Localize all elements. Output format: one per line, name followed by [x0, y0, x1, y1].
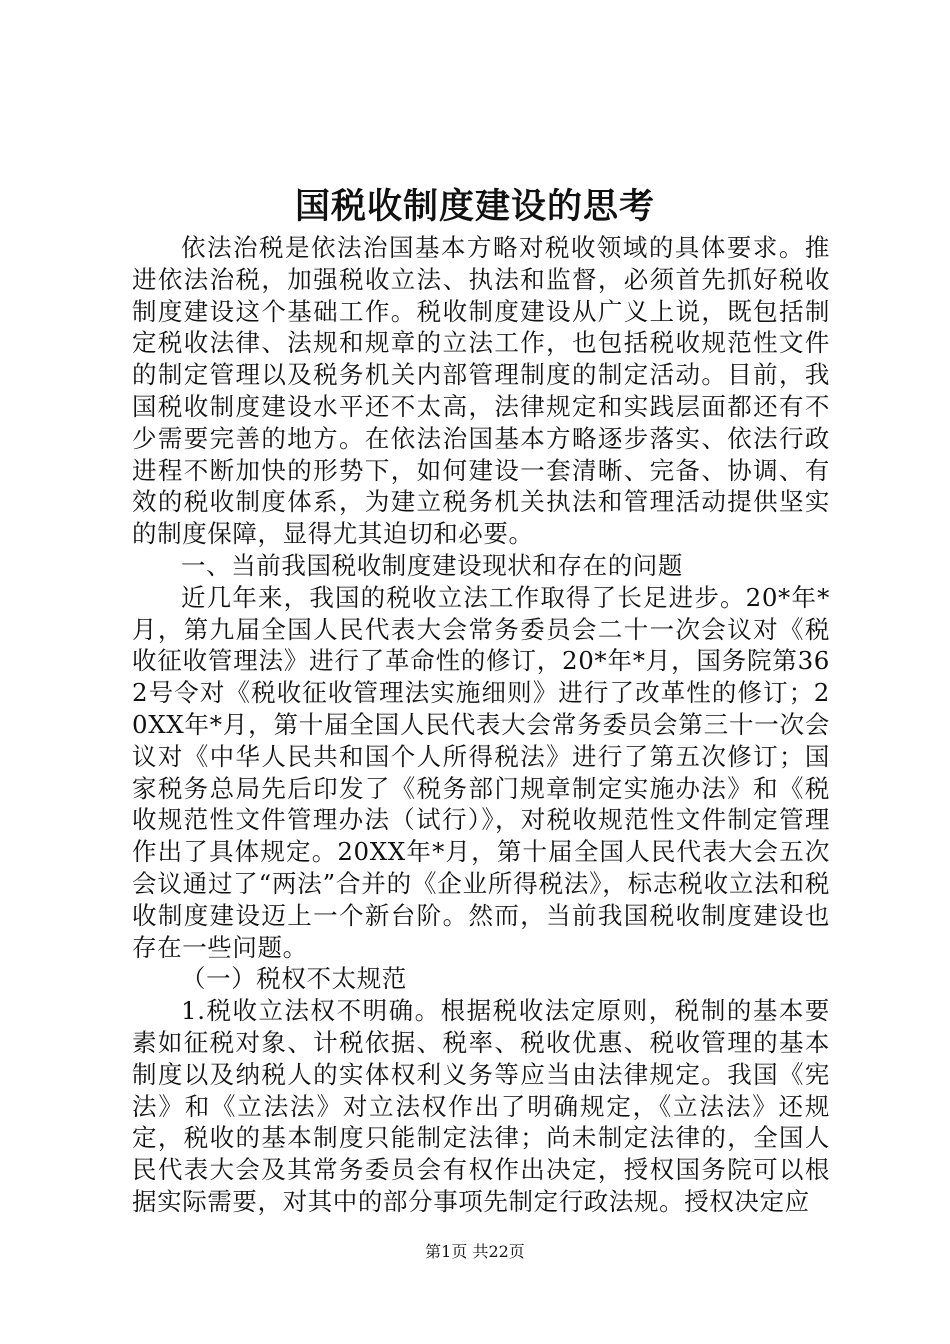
page-footer: 第1页 共22页 [425, 1242, 525, 1261]
subsection-heading-1: （一）税权不太规范 [181, 964, 407, 994]
section-heading-1: 一、当前我国税收制度建设现状和存在的问题 [181, 550, 683, 580]
document-title: 国税收制度建设的思考 [294, 186, 655, 227]
document-body [132, 232, 830, 1218]
legislation-progress-paragraph: 近几年来，我国的税收立法工作取得了长足进步。20*年*月，第九届全国人民代表大会常务委员会二十一次会议对《税收征收管理法》进行了革命性的修订，20*年*月，国务院第362号令对《税收征收管理法实施细则》进行了改革性的修订；20XX年*月，第十届全国人民代表大会常务委员会第三十一次会议对《中华人民共和国个人所得税法》进行了第五次修订；国家税务总局先后印发了《税务部门规章制定实施办法》和《税收规范性文件管理办法（试行）》，对税收规范性文件制定管理作出了具体规定。20XX年*月，第十届全国人民代表大会五次会议通过了“两法”合并的《企业所得税法》，标志税收立法和税收制度建设迈上一个新台阶。然而，当前我国税收制度建设也存在一些问题。 [132, 582, 830, 962]
intro-paragraph: 依法治税是依法治国基本方略对税收领域的具体要求。推进依法治税，加强税收立法、执法和监督，必须首先抓好税收制度建设这个基础工作。税收制度建设从广义上说，既包括制定税收法律、法规和规章的立法工作，也包括税收规范性文件的制定管理以及税务机关内部管理制度的制定活动。目前，我国税收制度建设水平还不太高，法律规定和实践层面都还有不少需要完善的地方。在依法治国基本方略逐步落实、依法行政进程不断加快的形势下，如何建设一套清晰、完备、协调、有效的税收制度体系，为建立税务机关执法和管理活动提供坚实的制度保障，显得尤其迫切和必要。 [132, 233, 830, 549]
legislative-power-paragraph: 1.税收立法权不明确。根据税收法定原则，税制的基本要素如征税对象、计税依据、税率、税收优惠、税收管理的基本制度以及纳税人的实体权利义务等应当由法律规定。我国《宪法》和《立法法》对立法权作出了明确规定，《立法法》还规定，税收的基本制度只能制定法律；尚未制定法律的，全国人民代表大会及其常务委员会有权作出决定，授权国务院可以根据实际需要，对其中的部分事项先制定行政法规。授权决定应 [132, 996, 830, 1216]
